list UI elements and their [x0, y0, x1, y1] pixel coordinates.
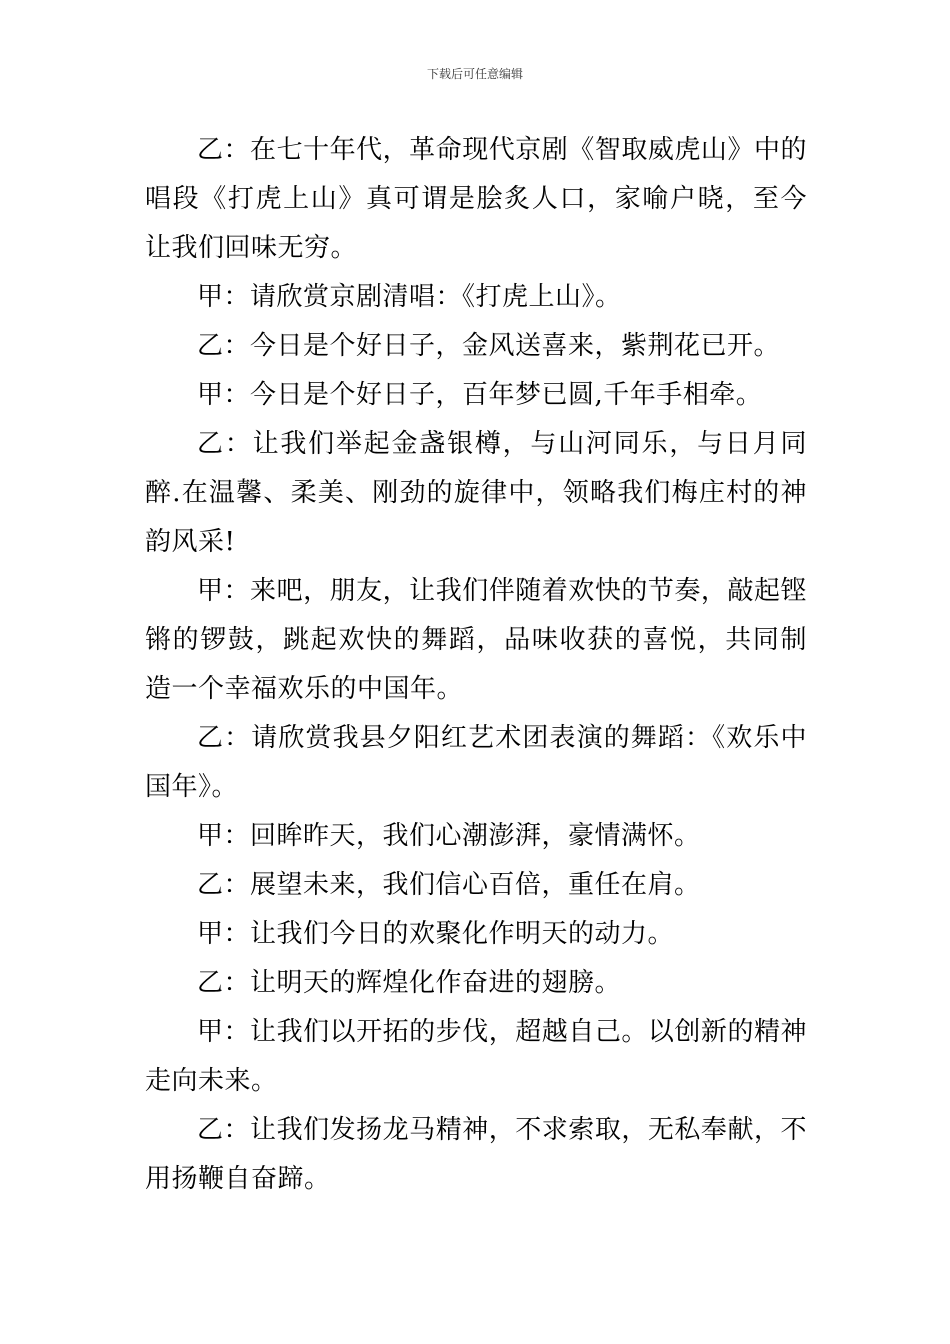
paragraph: 乙：让我们发扬龙马精神，不求索取，无私奉献，不用扬鞭自奋蹄。	[145, 1115, 807, 1194]
paragraph: 甲：让我们以开拓的步伐，超越自己。以创新的精神走向未来。	[145, 1017, 807, 1096]
paragraph: 甲：今日是个好日子，百年梦已圆,千年手相牵。	[197, 380, 763, 410]
paragraph: 乙：在七十年代，革命现代京剧《智取威虎山》中的唱段《打虎上山》真可谓是脍炙人口，家喻户晓，至今让我们回味无穷。	[145, 135, 807, 263]
paragraph: 甲：回眸昨天，我们心潮澎湃，豪情满怀。	[197, 821, 701, 851]
paragraph: 乙：请欣赏我县夕阳红艺术团表演的舞蹈：《欢乐中国年》。	[145, 723, 807, 802]
paragraph: 乙：让我们举起金盏银樽，与山河同乐，与日月同醉.在温馨、柔美、刚劲的旋律中，领略我们梅庄村的神韵风采!	[145, 429, 807, 557]
paragraph: 甲：请欣赏京剧清唱：《打虎上山》。	[197, 282, 622, 312]
paragraph: 乙：展望未来，我们信心百倍，重任在肩。	[197, 870, 701, 900]
document-body	[145, 126, 807, 1204]
paragraph: 乙：今日是个好日子，金风送喜来，紫荆花已开。	[197, 331, 781, 361]
paragraph: 甲：来吧，朋友，让我们伴随着欢快的节奏，敲起铿锵的锣鼓，跳起欢快的舞蹈，品味收获的喜悦，共同制造一个幸福欢乐的中国年。	[145, 576, 807, 704]
paragraph: 甲：让我们今日的欢聚化作明天的动力。	[197, 919, 675, 949]
page-header: 下载后可任意编辑	[426, 67, 523, 81]
paragraph: 乙：让明天的辉煌化作奋进的翅膀。	[197, 968, 622, 998]
